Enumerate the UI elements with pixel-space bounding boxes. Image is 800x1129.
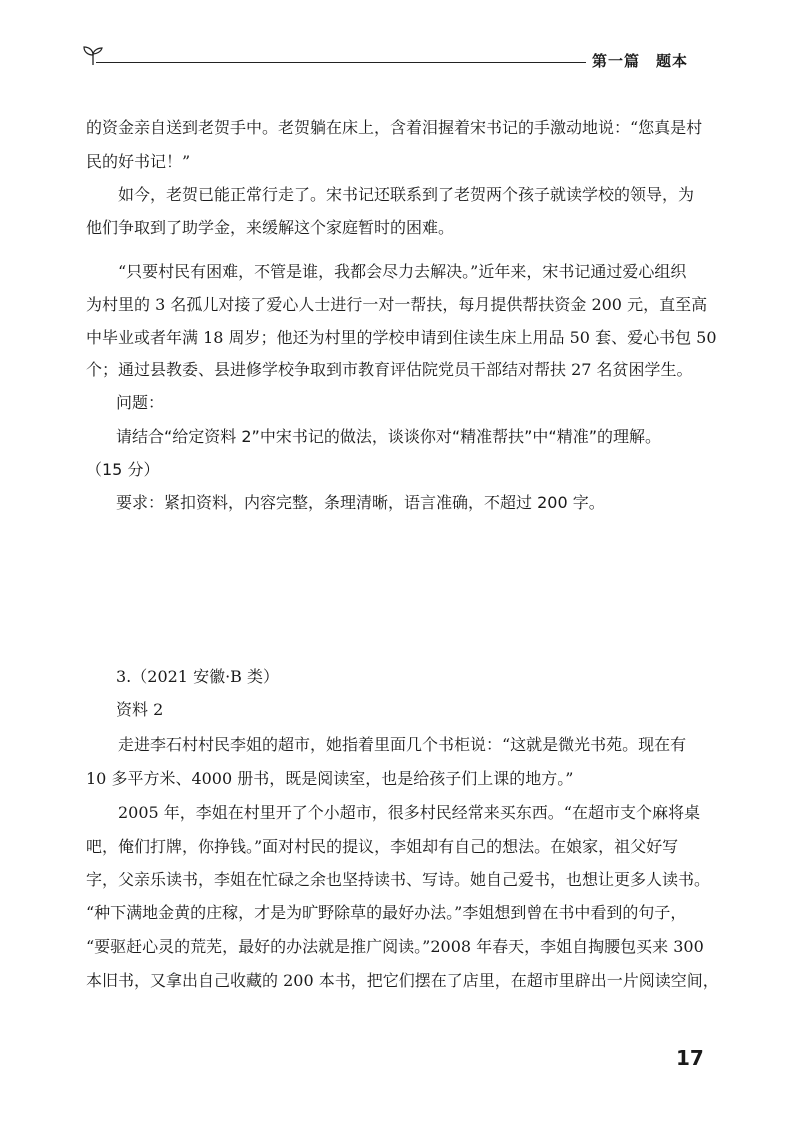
paragraph-line: 为村里的 3 名孤儿对接了爱心人士进行一对一帮扶，每月提供帮扶资金 200 元，直至高 — [86, 295, 708, 314]
paragraph-line: 吧，俺们打牌，你挣钱。”面对村民的提议，李姐却有自己的想法。在娘家，祖父好写 — [86, 837, 679, 856]
paragraph-line: 的资金亲自送到老贺手中。老贺躺在床上，含着泪握着宋书记的手激动地说：“您真是村 — [86, 118, 703, 137]
question-label: 问题： — [116, 393, 165, 412]
paragraph-line: 10 多平方米、4000 册书，既是阅读室，也是给孩子们上课的地方。” — [86, 769, 574, 788]
item-number: 3.（2021 安徽·B 类） — [116, 667, 280, 686]
paragraph-line: 2005 年，李姐在村里开了个小超市，很多村民经常来买东西。“在超市支个麻将桌 — [86, 803, 700, 822]
paragraph-line: 中毕业或者年满 18 周岁；他还为村里的学校申请到住读生床上用品 50 套、爱心书包 50 — [86, 328, 717, 347]
paragraph-line: 走进李石村村民李姐的超市，她指着里面几个书柜说：“这就是微光书苑。现在有 — [86, 735, 687, 754]
section-title: 第一篇 题本 — [592, 52, 689, 70]
paragraph-line: “要驱赶心灵的荒芜，最好的办法就是推广阅读。”2008 年春天，李姐自掏腰包买来 300 — [86, 937, 704, 956]
paragraph-line: 字，父亲乐读书，李姐在忙碌之余也坚持读书、写诗。她自己爱书，也想让更多人读书。 — [86, 870, 711, 889]
score-note: （15 分） — [86, 460, 160, 479]
paragraph-line: 民的好书记！” — [86, 152, 191, 171]
question-text: 请结合“给定资料 2”中宋书记的做法，谈谈你对“精准帮扶”中“精准”的理解。 — [116, 427, 662, 446]
header-rule — [96, 62, 586, 63]
paragraph-line: 他们争取到了助学金，来缓解这个家庭暂时的困难。 — [86, 218, 455, 237]
requirement-text: 要求：紧扣资料，内容完整，条理清晰，语言准确，不超过 200 字。 — [116, 493, 605, 512]
paragraph-line: 个；通过县教委、县进修学校争取到市教育评估院党员干部结对帮扶 27 名贫困学生。 — [86, 360, 693, 379]
paragraph-line: 如今，老贺已能正常行走了。宋书记还联系到了老贺两个孩子就读学校的领导，为 — [86, 185, 695, 204]
paragraph-line: “种下满地金黄的庄稼，才是为旷野除草的最好办法。”李姐想到曾在书中看到的句子， — [86, 903, 687, 922]
paragraph-line: “只要村民有困难，不管是谁，我都会尽力去解决。”近年来，宋书记通过爱心组织 — [86, 262, 687, 281]
paragraph-line: 本旧书，又拿出自己收藏的 200 本书，把它们摆在了店里，在超市里辟出一片阅读空间， — [86, 971, 719, 990]
page-header — [0, 0, 800, 90]
material-label: 资料 2 — [116, 700, 164, 719]
page-number: 17 — [676, 1046, 704, 1070]
